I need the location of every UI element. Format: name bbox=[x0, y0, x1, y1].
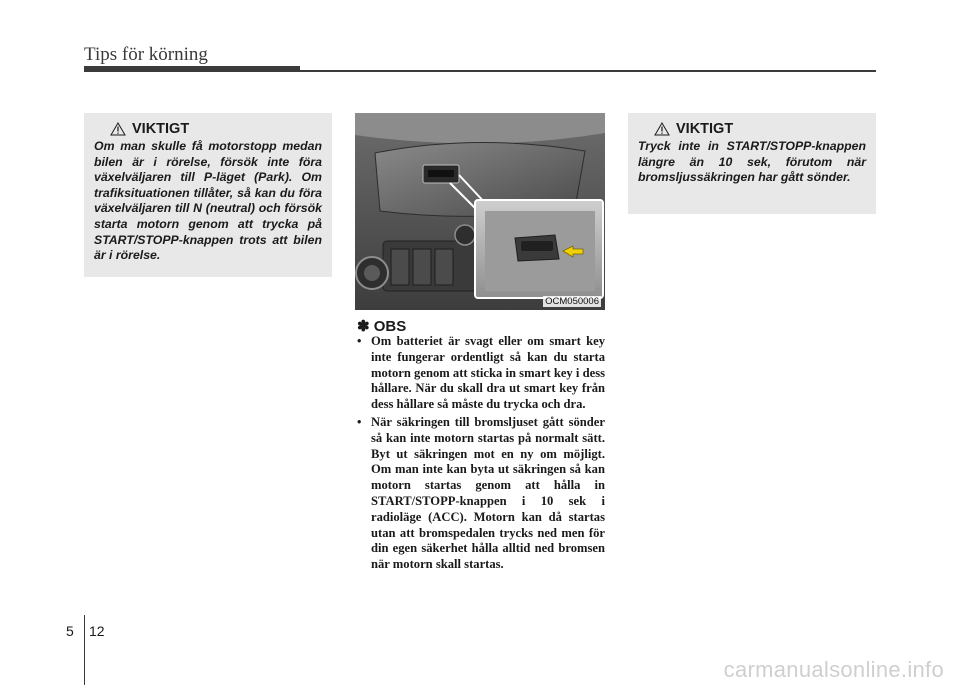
obs-heading-text: OBS bbox=[373, 318, 407, 335]
obs-list bbox=[357, 334, 605, 575]
page-header-title: Tips för körning bbox=[84, 44, 208, 65]
warning-text: Om man skulle få motorstopp medan bilen är i rörelse, försök inte föra växelväljaren till P-läget (Park). Om trafiksituationen tillåter, så kan du föra växelväljaren till N (neutral) och försök starta motorn genom att trycka på START/STOPP-knappen trots att bilen är i rörelse. bbox=[94, 139, 322, 263]
bullet-icon: • bbox=[357, 334, 362, 348]
obs-item-text: När säkringen till bromsljuset gått sönder så kan inte motorn startas på normalt sätt. Byt ut säkringen mot en ny om möjligt. Om man inte kan byta ut säkringen så kan motorn startas genom att hålla in START/STOPP-knappen i 10 sek i radioläge (ACC). Motorn kan då startas utan att bromspedalen trycks ned men för din egen säkerhet hålla alltid ned bromsen när motorn skall startas. bbox=[371, 414, 605, 572]
obs-heading bbox=[357, 317, 406, 335]
smart-key-holder-illustration bbox=[355, 113, 605, 310]
smart-key-holder-figure bbox=[355, 113, 605, 310]
footer-divider bbox=[84, 615, 85, 685]
warning-title: VIKTIGT bbox=[676, 121, 734, 137]
page-number: 12 bbox=[89, 623, 105, 639]
warning-triangle-icon bbox=[654, 122, 670, 136]
obs-list-item bbox=[357, 334, 605, 413]
header-rule-thin bbox=[300, 70, 876, 72]
warning-title: VIKTIGT bbox=[132, 121, 190, 137]
warning-header bbox=[110, 121, 322, 137]
figure-code-label: OCM050006 bbox=[545, 296, 599, 307]
bullet-icon: • bbox=[357, 414, 362, 429]
warning-header bbox=[654, 121, 866, 137]
obs-symbol: ✽ bbox=[357, 318, 370, 335]
obs-list-item bbox=[357, 415, 605, 573]
header-rule-thick bbox=[84, 66, 300, 72]
warning-box-right bbox=[628, 113, 876, 214]
watermark-text: carmanualsonline.info bbox=[723, 657, 944, 682]
warning-triangle-icon bbox=[110, 122, 126, 136]
obs-item-text: Om batteriet är svagt eller om smart key inte fungerar ordentligt så kan du starta motorn genom att sticka in smart key i dess hållare. När du skall dra ut smart key från dess hållare så måste du trycka och dra. bbox=[371, 334, 605, 412]
warning-text: Tryck inte in START/STOPP-knappen längre än 10 sek, förutom när bromsljussäkringen har gått sönder. bbox=[638, 139, 866, 185]
chapter-number: 5 bbox=[66, 623, 74, 639]
warning-box-left bbox=[84, 113, 332, 277]
